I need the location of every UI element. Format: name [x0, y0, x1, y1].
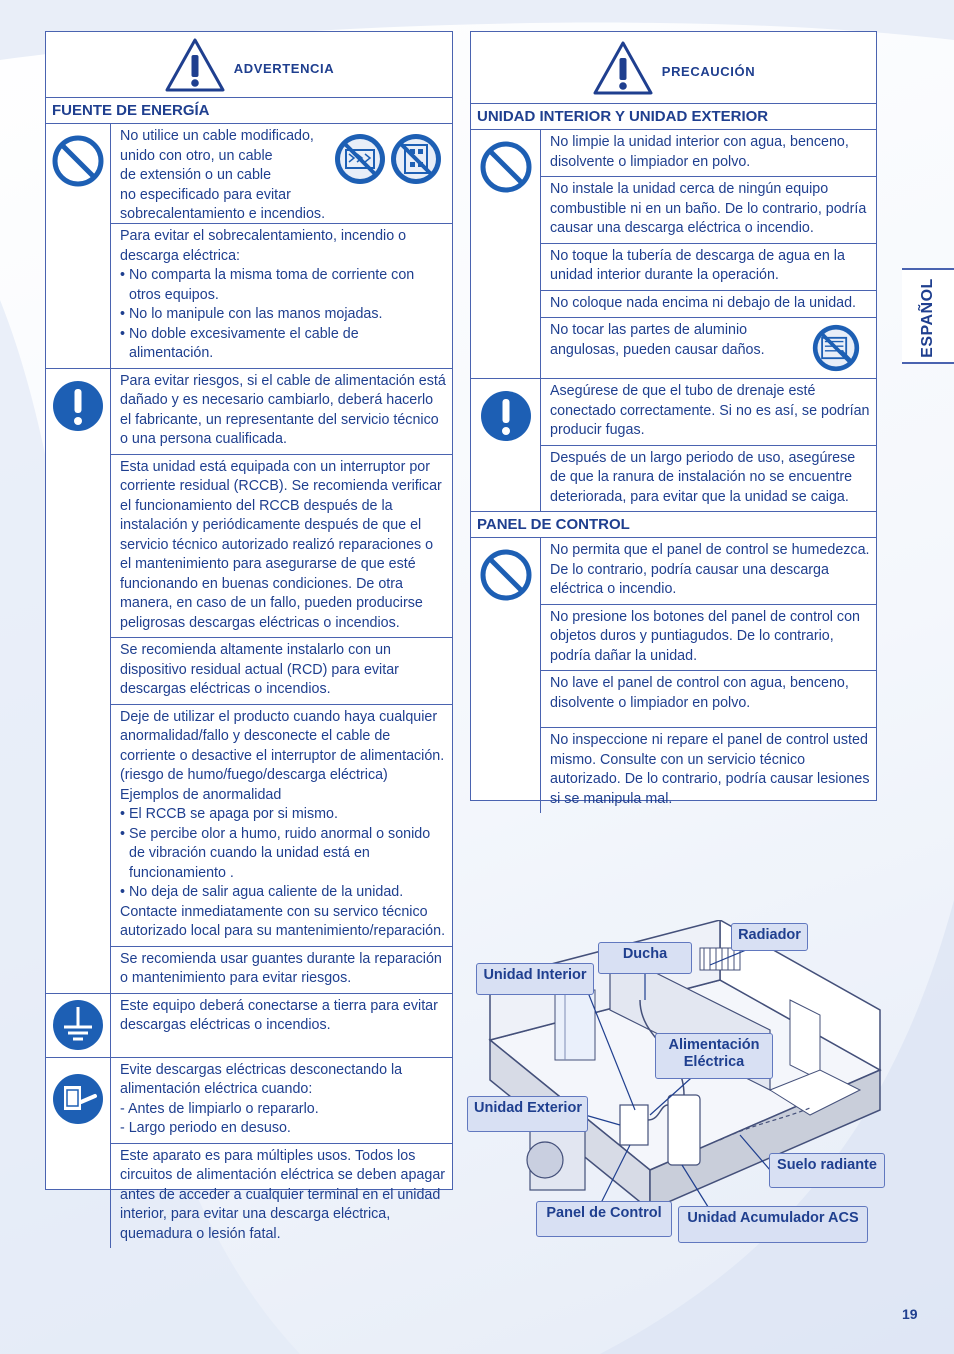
group-prohibited-power [46, 124, 452, 369]
cell-earth: Este equipo deberá conectarse a tierra para evitar descargas eléctricas o incendios. [120, 997, 438, 1033]
cell-multiple-uses: Este aparato es para múltiples usos. Todos los circuitos de alimentación eléctrica se deben apagar antes de acceder a cualquier terminal en el unidad interior, para evitar una descarga eléctrica, quemadura o lesión fatal. [120, 1147, 446, 1242]
label-unidad-interior: Unidad Interior [476, 963, 594, 995]
cell-gloves: Se recomienda usar guantes durante la reparación o mantenimiento para evitar riesgos. [120, 950, 442, 986]
label-acumulador: Unidad Acumulador ACS [678, 1206, 868, 1243]
cell-cable-replacement: Para evitar riesgos, si el cable de alimentación está dañado y es necesario cambiarlo, deberá hacerlo el fabricante, un representante del servicio técnico o una persona cualificada. [111, 369, 452, 455]
prohibited-icon [479, 140, 533, 194]
cell-drain-tube: Asegúrese de que el tubo de drenaje esté conectado correctamente. Si no es así, se podrían producir fugas. [541, 379, 876, 446]
earth-ground-icon [51, 998, 105, 1052]
group-mandatory-power [46, 369, 452, 994]
cell-rcd: Se recomienda altamente instalarlo con un dispositivo residual actual (RCD) para evitar descargas eléctricas o incendios. [111, 638, 452, 705]
no-touch-fins-icon [811, 323, 861, 373]
disconnect-plug-icon [51, 1072, 105, 1126]
cell-cable-modified: No utilice un cable modificado, unido con otro, un cable de extensión o un cable no especificado para evitar sobrecalentamiento e incendios. [111, 124, 452, 224]
no-extension-cable-icon [333, 132, 387, 186]
cell-abnormality: Deje de utilizar el producto cuando haya cualquier anormalidad/fallo y desconecte el cable de corriente o desactive el interruptor de alimentación. (riesgo de humo/fuego/descarga eléctrica) Ejemplos de anormalidad • El RCCB se apaga por si mismo. • Se percibe olor a humo, ruido anormal o sonido de vibración cuando la unidad está en funcionamiento . • No deja de salir agua caliente de la unidad. Contacte inmediatamente con su servico técnico autorizado local para su mantenimiento/reparación. [111, 705, 452, 947]
group-prohibited-panel [471, 538, 876, 813]
cell-panel-no-wash: No lave el panel de control con agua, benceno, disolvente o limpiador en polvo. [541, 671, 876, 728]
label-alimentacion: Alimentación Eléctrica [655, 1033, 773, 1079]
label-panel-control: Panel de Control [536, 1201, 672, 1237]
cell-no-touch-pipe: No toque la tubería de descarga de agua en la unidad interior durante la operación. [541, 244, 876, 291]
cell-no-install-near: No instale la unidad cerca de ningún equipo combustible ni en un baño. De lo contrario, podría causar una descarga eléctrica o incendio. [541, 177, 876, 244]
caution-panel [470, 31, 877, 807]
prohibited-icon [51, 134, 105, 188]
warning-triangle-icon [164, 37, 226, 93]
language-tab-label: ESPAÑOL [919, 278, 936, 358]
caution-header [471, 32, 876, 104]
group-disconnect [46, 1058, 452, 1249]
label-radiador: Radiador [731, 923, 808, 951]
label-ducha: Ducha [598, 942, 692, 974]
page-number: 19 [902, 1306, 918, 1322]
section-title-control-panel: PANEL DE CONTROL [471, 512, 876, 538]
group-mandatory-unit [471, 379, 876, 512]
warning-header [46, 32, 452, 98]
prohibited-icon [479, 548, 533, 602]
cell-rccb: Esta unidad está equipada con un interruptor por corriente residual (RCCB). Se recomienda verificar el funcionamiento del RCCB después de la instalación y periódicamente después de que el servicio técnico autorizado realizó reparaciones o el mantenimiento para asegurarse de que esté funcionando en buenas condiciones. De otra manera, en caso de un fallo, pueden producirse peligrosas descargas eléctricas o incendios. [111, 455, 452, 639]
group-prohibited-unit [471, 130, 876, 379]
label-suelo-radiante: Suelo radiante [769, 1153, 885, 1188]
cell-no-place-objects: No coloque nada encima ni debajo de la unidad. [541, 291, 876, 319]
cell-disconnect-power: Evite descargas eléctricas desconectando la alimentación eléctrica cuando: - Antes de limpiarlo o repararlo. - Largo periodo en desuso. [111, 1058, 452, 1144]
cell-panel-no-repair: No inspeccione ni repare el panel de control usted mismo. Consulte con un servicio técnico autorizado. De lo contrario, podría causar lesiones si se manipula mal. [550, 732, 870, 807]
section-title-indoor-outdoor: UNIDAD INTERIOR Y UNIDAD EXTERIOR [471, 104, 876, 130]
warning-panel [45, 31, 453, 1242]
caution-triangle-icon [592, 40, 654, 96]
group-earth [46, 994, 452, 1058]
caution-title: PRECAUCIÓN [661, 64, 756, 79]
section-title-power: FUENTE DE ENERGÍA [46, 98, 452, 124]
cell-no-clean-water: No limpie la unidad interior con agua, benceno, disolvente o limpiador en polvo. [541, 130, 876, 177]
mandatory-icon [51, 379, 105, 433]
mandatory-icon [479, 389, 533, 443]
label-unidad-exterior: Unidad Exterior [467, 1096, 588, 1132]
no-multiple-outlet-icon [389, 132, 443, 186]
cell-installation-slot: Después de un largo periodo de uso, asegúrese de que la ranura de instalación no se encuentre deteriorada, para evitar que la unidad se caiga. [550, 449, 856, 505]
warning-title: ADVERTENCIA [233, 61, 335, 76]
language-tab [902, 268, 954, 364]
cell-overheat-warning: Para evitar el sobrecalentamiento, incendio o descarga eléctrica: • No comparta la misma toma de corriente con otros equipos. • No lo manipule con las manos mojadas. • No doble excesivamente el cable de alimentación. [120, 228, 415, 361]
cell-panel-no-wet: No permita que el panel de control se humedezca. De lo contrario, podría causar una descarga eléctrica o incendio. [541, 538, 876, 605]
cell-no-touch-aluminium: No tocar las partes de aluminio angulosas, pueden causar daños. [541, 318, 876, 378]
cell-panel-no-press-hard: No presione los botones del panel de control con objetos duros y puntiagudos. De lo contrario, podría dañar la unidad. [541, 605, 876, 672]
